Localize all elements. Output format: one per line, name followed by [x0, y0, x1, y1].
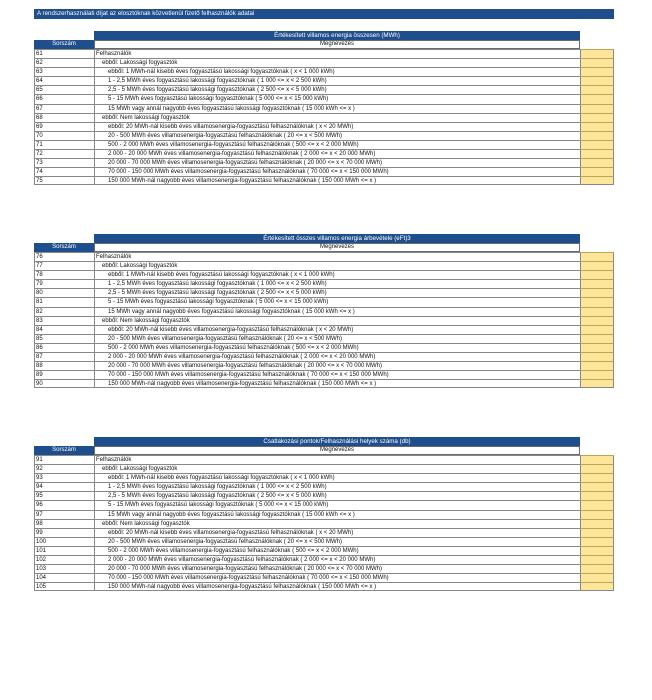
table-row [34, 58, 614, 67]
table-row [34, 343, 614, 352]
table-row [34, 546, 614, 555]
table-row [34, 131, 614, 140]
value-input-cell[interactable] [580, 158, 614, 167]
value-input-cell[interactable] [580, 582, 614, 591]
table-row [34, 94, 614, 103]
value-input-cell[interactable] [580, 370, 614, 379]
row-label: 150 000 MWh-nál nagyobb éves villamosenergia-fogyasztású felhasználóknak ( 150 000 MWh <= x ) [94, 582, 580, 591]
section-header [34, 437, 614, 455]
row-number: 69 [34, 122, 94, 131]
row-label: 500 - 2 000 MWh éves villamosenergia-fogyasztású felhasználóknak ( 500 <= x < 2 000 MWh) [94, 343, 580, 352]
value-input-cell[interactable] [580, 352, 614, 361]
row-number: 73 [34, 158, 94, 167]
value-input-cell[interactable] [580, 482, 614, 491]
row-label: 500 - 2 000 MWh éves villamosenergia-fogyasztású felhasználóknak ( 500 <= x < 2 000 MWh) [94, 140, 580, 149]
row-label: 2 000 - 20 000 MWh éves villamosenergia-fogyasztású felhasználóknak ( 2 000 <= x < 20 000 MWh) [94, 555, 580, 564]
row-number: 97 [34, 510, 94, 519]
col-header-sorszam: Sorszám [34, 243, 94, 252]
table-row [34, 482, 614, 491]
column-header-row [34, 40, 614, 49]
row-number: 85 [34, 334, 94, 343]
row-label: ebből: 1 MWh-nál kisebb éves fogyasztású lakossági fogyasztóknak ( x < 1 000 kWh) [94, 270, 580, 279]
value-input-cell[interactable] [580, 464, 614, 473]
row-number: 78 [34, 270, 94, 279]
value-input-cell[interactable] [580, 67, 614, 76]
row-number: 62 [34, 58, 94, 67]
value-input-cell[interactable] [580, 343, 614, 352]
table-row [34, 288, 614, 297]
row-label: 15 MWh vagy annál nagyobb éves fogyasztású lakossági fogyasztóknak ( 15 000 kWh <= x ) [94, 104, 580, 113]
value-input-cell[interactable] [580, 113, 614, 122]
row-label: Felhasználók [94, 455, 580, 464]
value-input-cell[interactable] [580, 252, 614, 261]
table-row [34, 307, 614, 316]
row-number: 82 [34, 307, 94, 316]
row-label: 1 - 2,5 MWh éves fogyasztású lakossági fogyasztóknak ( 1 000 <= x < 2 500 kWh) [94, 76, 580, 85]
row-label: 500 - 2 000 MWh éves villamosenergia-fogyasztású felhasználóknak ( 500 <= x < 2 000 MWh) [94, 546, 580, 555]
row-number: 91 [34, 455, 94, 464]
row-number: 89 [34, 370, 94, 379]
table-row [34, 316, 614, 325]
row-label: 1 - 2,5 MWh éves fogyasztású lakossági fogyasztóknak ( 1 000 <= x < 2 500 kWh) [94, 279, 580, 288]
table-row [34, 519, 614, 528]
row-number: 65 [34, 85, 94, 94]
row-label: 5 - 15 MWh éves fogyasztású lakossági fogyasztóknak ( 5 000 <= x < 15 000 kWh) [94, 94, 580, 103]
row-label: ebből: Lakossági fogyasztók [94, 464, 580, 473]
row-label: 20 - 500 MWh éves villamosenergia-fogyasztású felhasználóknak ( 20 <= x < 500 MWh) [94, 131, 580, 140]
row-label: 70 000 - 150 000 MWh éves villamosenergia-fogyasztású felhasználóknak ( 70 000 <= x < 150 000 MWh) [94, 573, 580, 582]
row-number: 102 [34, 555, 94, 564]
row-number: 87 [34, 352, 94, 361]
row-number: 101 [34, 546, 94, 555]
row-label: ebből: 1 MWh-nál kisebb éves fogyasztású lakossági fogyasztóknak ( x < 1 000 kWh) [94, 67, 580, 76]
col-header-megnevezes: Megnevezés [94, 446, 580, 455]
table-row [34, 49, 614, 58]
row-number: 105 [34, 582, 94, 591]
table-row [34, 564, 614, 573]
table-row [34, 334, 614, 343]
table-row [34, 473, 614, 482]
row-number: 96 [34, 500, 94, 509]
row-label: 2,5 - 5 MWh éves fogyasztású lakossági fogyasztóknak ( 2 500 <= x < 5 000 kWh) [94, 85, 580, 94]
column-header-row [34, 446, 614, 455]
row-label: 20 000 - 70 000 MWh éves villamosenergia-fogyasztású felhasználóknak ( 20 000 <= x < 70 000 MWh) [94, 564, 580, 573]
row-label: ebből: Nem lakossági fogyasztók [94, 316, 580, 325]
row-number: 84 [34, 325, 94, 334]
row-number: 71 [34, 140, 94, 149]
sheet-title: A rendszerhasználati díjat az elosztóknak közvetlenül fizető felhasználók adatai [34, 9, 614, 19]
row-number: 67 [34, 104, 94, 113]
column-header-row [34, 243, 614, 252]
row-number: 77 [34, 261, 94, 270]
row-label: 20 000 - 70 000 MWh éves villamosenergia-fogyasztású felhasználóknak ( 20 000 <= x < 70 000 MWh) [94, 361, 580, 370]
table-row [34, 537, 614, 546]
value-input-cell[interactable] [580, 510, 614, 519]
value-input-cell[interactable] [580, 316, 614, 325]
value-input-cell[interactable] [580, 491, 614, 500]
value-input-cell[interactable] [580, 379, 614, 388]
table-row [34, 573, 614, 582]
table-row [34, 167, 614, 176]
row-number: 86 [34, 343, 94, 352]
row-label: 15 MWh vagy annál nagyobb éves fogyasztású lakossági fogyasztóknak ( 15 000 kWh <= x ) [94, 307, 580, 316]
value-input-cell[interactable] [580, 528, 614, 537]
value-input-cell[interactable] [580, 85, 614, 94]
table-row [34, 455, 614, 464]
row-label: 20 000 - 70 000 MWh éves villamosenergia-fogyasztású felhasználóknak ( 20 000 <= x < 70 000 MWh) [94, 158, 580, 167]
row-label: 2 000 - 20 000 MWh éves villamosenergia-fogyasztású felhasználóknak ( 2 000 <= x < 20 000 MWh) [94, 149, 580, 158]
value-input-cell[interactable] [580, 500, 614, 509]
row-number: 83 [34, 316, 94, 325]
section-heading: Csatlakozási pontok/Felhasználási helyek száma (db) [263, 438, 411, 445]
row-number: 74 [34, 167, 94, 176]
table-row [34, 149, 614, 158]
value-input-cell[interactable] [580, 167, 614, 176]
table-row [34, 140, 614, 149]
table-row [34, 76, 614, 85]
section-revenue-eft [34, 234, 614, 388]
value-input-cell[interactable] [580, 131, 614, 140]
row-label: ebből: 20 MWh-nál kisebb éves villamosenergia-fogyasztású felhasználóknak ( x < 20 MWh) [94, 325, 580, 334]
col-header-megnevezes: Megnevezés [94, 40, 580, 49]
col-header-sorszam: Sorszám [34, 40, 94, 49]
value-input-cell[interactable] [580, 546, 614, 555]
row-number: 100 [34, 537, 94, 546]
table-row [34, 122, 614, 131]
row-label: ebből: 20 MWh-nál kisebb éves villamosenergia-fogyasztású felhasználóknak ( x < 20 MWh) [94, 122, 580, 131]
value-input-cell[interactable] [580, 573, 614, 582]
row-number: 80 [34, 288, 94, 297]
row-label: ebből: 20 MWh-nál kisebb éves villamosenergia-fogyasztású felhasználóknak ( x < 20 MWh) [94, 528, 580, 537]
table-row [34, 85, 614, 94]
row-label: 2 000 - 20 000 MWh éves villamosenergia-fogyasztású felhasználóknak ( 2 000 <= x < 20 000 MWh) [94, 352, 580, 361]
row-label: ebből: Nem lakossági fogyasztók [94, 113, 580, 122]
table-row [34, 252, 614, 261]
row-number: 63 [34, 67, 94, 76]
table-row [34, 500, 614, 509]
row-label: 70 000 - 150 000 MWh éves villamosenergia-fogyasztású felhasználóknak ( 70 000 <= x < 150 000 MWh) [94, 167, 580, 176]
row-number: 64 [34, 76, 94, 85]
section-heading: Értékesített villamos energia összesen (MWh) [274, 32, 400, 39]
row-number: 99 [34, 528, 94, 537]
value-input-cell[interactable] [580, 58, 614, 67]
value-input-cell[interactable] [580, 76, 614, 85]
row-label: 20 - 500 MWh éves villamosenergia-fogyasztású felhasználóknak ( 20 <= x < 500 MWh) [94, 537, 580, 546]
row-number: 98 [34, 519, 94, 528]
row-label: 5 - 15 MWh éves fogyasztású lakossági fogyasztóknak ( 5 000 <= x < 15 000 kWh) [94, 297, 580, 306]
table-row [34, 104, 614, 113]
row-number: 72 [34, 149, 94, 158]
table-row [34, 582, 614, 591]
row-number: 70 [34, 131, 94, 140]
row-number: 93 [34, 473, 94, 482]
value-input-cell[interactable] [580, 334, 614, 343]
row-label: 70 000 - 150 000 MWh éves villamosenergia-fogyasztású felhasználóknak ( 70 000 <= x < 150 000 MWh) [94, 370, 580, 379]
table-row [34, 297, 614, 306]
table-row [34, 528, 614, 537]
row-label: ebből: 1 MWh-nál kisebb éves fogyasztású lakossági fogyasztóknak ( x < 1 000 kWh) [94, 473, 580, 482]
table-row [34, 491, 614, 500]
value-input-cell[interactable] [580, 261, 614, 270]
value-input-cell[interactable] [580, 149, 614, 158]
value-input-cell[interactable] [580, 122, 614, 131]
col-header-sorszam: Sorszám [34, 446, 94, 455]
row-number: 79 [34, 279, 94, 288]
value-input-cell[interactable] [580, 455, 614, 464]
row-number: 61 [34, 49, 94, 58]
row-number: 76 [34, 252, 94, 261]
row-number: 104 [34, 573, 94, 582]
table-row [34, 261, 614, 270]
table-row [34, 464, 614, 473]
value-input-cell[interactable] [580, 564, 614, 573]
row-number: 95 [34, 491, 94, 500]
value-input-cell[interactable] [580, 49, 614, 58]
table-row [34, 361, 614, 370]
value-input-cell[interactable] [580, 104, 614, 113]
table-row [34, 158, 614, 167]
row-label: 20 - 500 MWh éves villamosenergia-fogyasztású felhasználóknak ( 20 <= x < 500 MWh) [94, 334, 580, 343]
row-label: Felhasználók [94, 49, 580, 58]
row-number: 88 [34, 361, 94, 370]
table-row [34, 555, 614, 564]
section-heading: Értékesített összes villamos energia árbevétele (eFt)3 [263, 235, 411, 242]
row-label: Felhasználók [94, 252, 580, 261]
row-label: 2,5 - 5 MWh éves fogyasztású lakossági fogyasztóknak ( 2 500 <= x < 5 000 kWh) [94, 491, 580, 500]
row-number: 81 [34, 297, 94, 306]
table-row [34, 370, 614, 379]
row-label: ebből: Nem lakossági fogyasztók [94, 519, 580, 528]
value-input-cell[interactable] [580, 473, 614, 482]
row-number: 75 [34, 176, 94, 185]
table-row [34, 176, 614, 185]
row-label: 5 - 15 MWh éves fogyasztású lakossági fogyasztóknak ( 5 000 <= x < 15 000 kWh) [94, 500, 580, 509]
table-row [34, 113, 614, 122]
table-row [34, 352, 614, 361]
row-number: 92 [34, 464, 94, 473]
value-input-cell[interactable] [580, 270, 614, 279]
value-input-cell[interactable] [580, 519, 614, 528]
row-label: 2,5 - 5 MWh éves fogyasztású lakossági fogyasztóknak ( 2 500 <= x < 5 000 kWh) [94, 288, 580, 297]
section-energy-mwh [34, 31, 614, 185]
value-input-cell[interactable] [580, 279, 614, 288]
col-header-megnevezes: Megnevezés [94, 243, 580, 252]
row-number: 68 [34, 113, 94, 122]
value-input-cell[interactable] [580, 176, 614, 185]
value-input-cell[interactable] [580, 297, 614, 306]
table-row [34, 325, 614, 334]
row-number: 94 [34, 482, 94, 491]
section-header [34, 31, 614, 49]
row-number: 103 [34, 564, 94, 573]
section-connection-points [34, 437, 614, 591]
row-number: 90 [34, 379, 94, 388]
row-label: ebből: Lakossági fogyasztók [94, 58, 580, 67]
value-input-cell[interactable] [580, 94, 614, 103]
section-header [34, 234, 614, 252]
value-input-cell[interactable] [580, 140, 614, 149]
table-row [34, 379, 614, 388]
row-label: 150 000 MWh-nál nagyobb éves villamosenergia-fogyasztású felhasználóknak ( 150 000 MWh <= x ) [94, 379, 580, 388]
table-row [34, 67, 614, 76]
value-input-cell[interactable] [580, 325, 614, 334]
value-input-cell[interactable] [580, 307, 614, 316]
table-row [34, 510, 614, 519]
value-input-cell[interactable] [580, 361, 614, 370]
value-input-cell[interactable] [580, 555, 614, 564]
row-label: 1 - 2,5 MWh éves fogyasztású lakossági fogyasztóknak ( 1 000 <= x < 2 500 kWh) [94, 482, 580, 491]
row-label: 150 000 MWh-nál nagyobb éves villamosenergia-fogyasztású felhasználóknak ( 150 000 MWh <= x ) [94, 176, 580, 185]
table-row [34, 270, 614, 279]
row-label: 15 MWh vagy annál nagyobb éves fogyasztású lakossági fogyasztóknak ( 15 000 kWh <= x ) [94, 510, 580, 519]
table-row [34, 279, 614, 288]
value-input-cell[interactable] [580, 288, 614, 297]
value-input-cell[interactable] [580, 537, 614, 546]
row-number: 66 [34, 94, 94, 103]
row-label: ebből: Lakossági fogyasztók [94, 261, 580, 270]
